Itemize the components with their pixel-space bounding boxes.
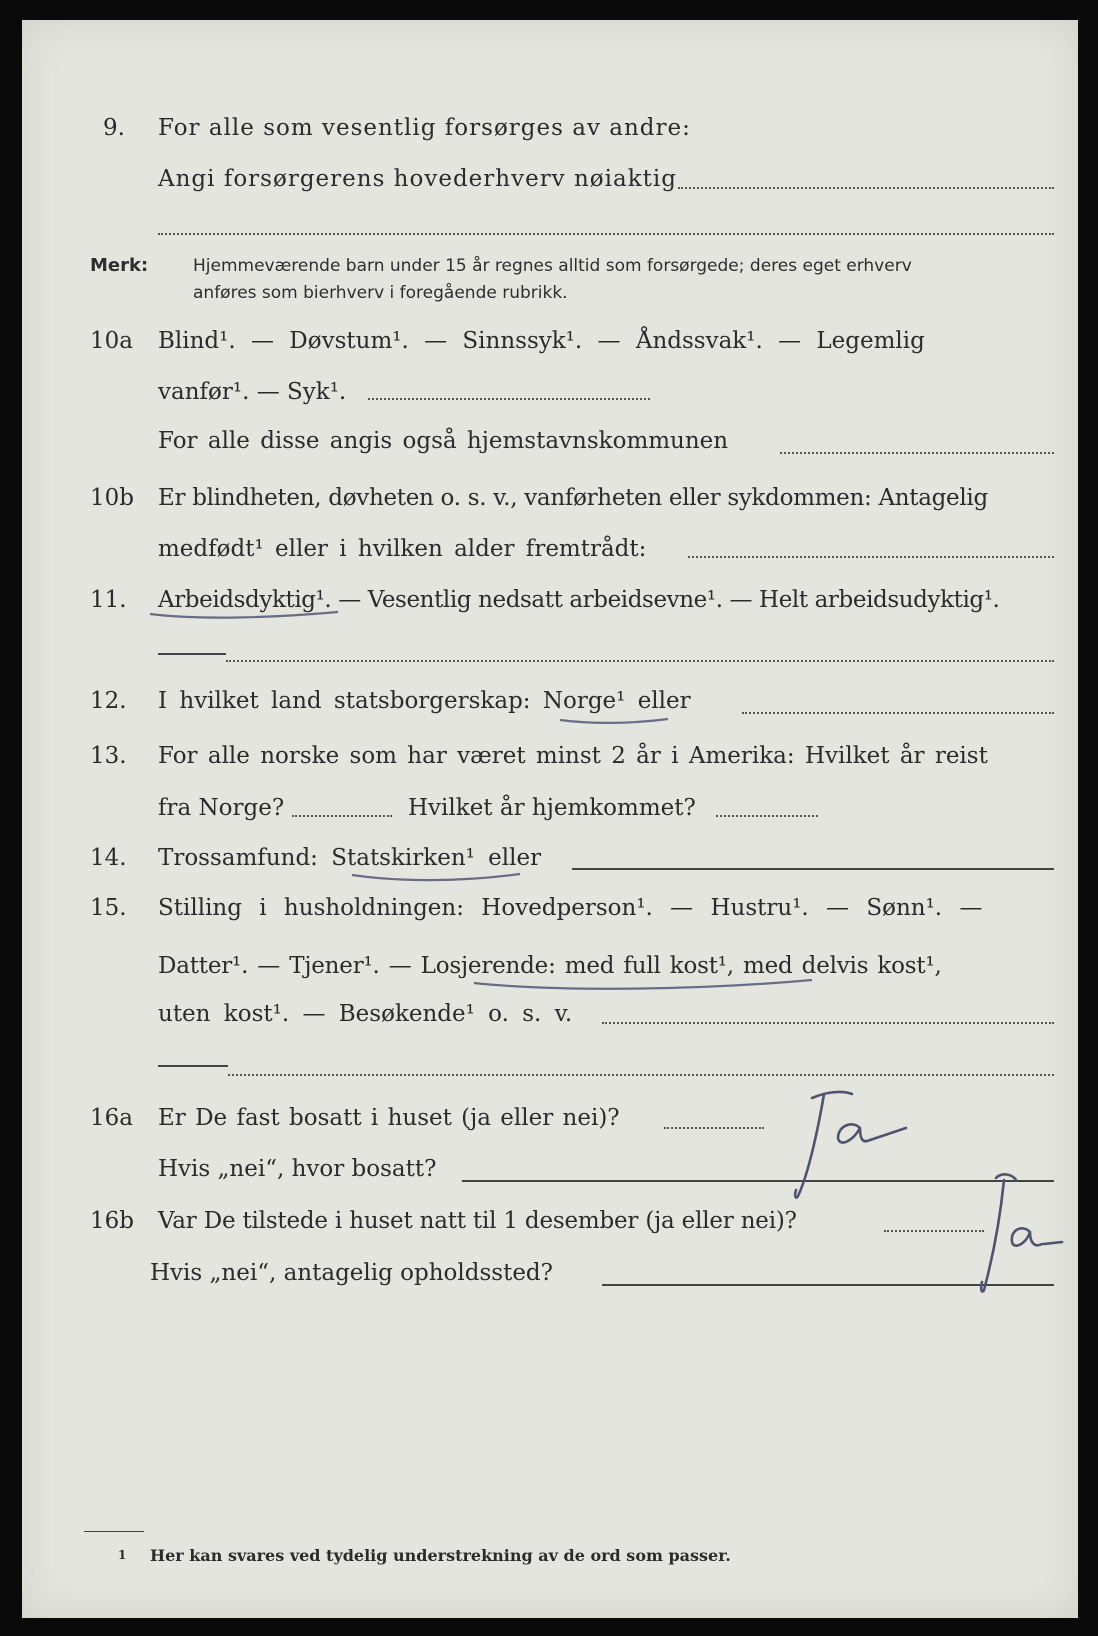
q10a-line2: vanfør¹. — Syk¹.	[158, 379, 347, 405]
footnote-rule	[84, 1531, 144, 1532]
q13-reist-line[interactable]	[292, 815, 392, 817]
q15-answer-line-2[interactable]	[228, 1074, 1054, 1076]
q16a-number: 16a	[90, 1105, 133, 1131]
q10a-hjemstavn-line[interactable]	[780, 452, 1054, 454]
q13-hjemkommet-line[interactable]	[716, 815, 818, 817]
q13-line2b: Hvilket år hjemkommet?	[408, 795, 696, 821]
q15-line2: Datter¹. — Tjener¹. — Losjerende: med full kost¹, med delvis kost¹,	[158, 953, 942, 979]
q10b-line2: medfødt¹ eller i hvilken alder fremtrådt:	[158, 536, 647, 562]
q16b-opholdssted-line[interactable]	[602, 1284, 1054, 1286]
q12-number: 12.	[90, 688, 127, 714]
q9-number: 9.	[103, 115, 125, 141]
q9-line1: For alle som vesentlig forsørges av andre:	[158, 115, 691, 141]
q10b-number: 10b	[90, 485, 134, 511]
q13-line1: For alle norske som har været minst 2 år i Amerika: Hvilket år reist	[158, 743, 988, 769]
q10a-answer-line[interactable]	[368, 398, 650, 400]
q16b-line1: Var De tilstede i huset natt til 1 desember (ja eller nei)?	[158, 1208, 797, 1234]
q13-line2a: fra Norge?	[158, 795, 285, 821]
q15-line3: uten kost¹. — Besøkende¹ o. s. v.	[158, 1001, 573, 1027]
q16a-line1: Er De fast bosatt i huset (ja eller nei)?	[158, 1105, 620, 1131]
q10a-number: 10a	[90, 328, 133, 354]
q16a-line2: Hvis „nei“, hvor bosatt?	[158, 1156, 437, 1182]
q16b-answer-line[interactable]	[884, 1230, 984, 1232]
q9-answer-line-2[interactable]	[158, 233, 1054, 235]
merk-label: Merk:	[90, 255, 149, 276]
q11-number: 11.	[90, 587, 127, 613]
q10b-line1: Er blindheten, døvheten o. s. v., vanførheten eller sykdommen: Antagelig	[158, 485, 988, 511]
q16b-line2: Hvis „nei“, antagelig opholdssted?	[150, 1260, 553, 1286]
footnote-mark: 1	[118, 1548, 127, 1562]
q14-answer-line[interactable]	[572, 868, 1054, 870]
q12-text: I hvilket land statsborgerskap: Norge¹ eller	[158, 688, 691, 714]
q15-answer-line[interactable]	[602, 1022, 1054, 1024]
q12-answer-line[interactable]	[742, 712, 1054, 714]
q10a-line1: Blind¹. — Døvstum¹. — Sinnssyk¹. — Åndssvak¹. — Legemlig	[158, 328, 925, 354]
q16b-number: 16b	[90, 1208, 134, 1234]
q15-line1: Stilling i husholdningen: Hovedperson¹. — Hustru¹. — Sønn¹. —	[158, 895, 983, 921]
q14-text: Trossamfund: Statskirken¹ eller	[158, 845, 542, 871]
merk-line2: anføres som bierhverv i foregående rubrikk.	[193, 283, 568, 303]
q16a-bosatt-line[interactable]	[462, 1180, 1054, 1182]
q13-number: 13.	[90, 743, 127, 769]
q11-rule	[158, 653, 226, 655]
q10a-line3: For alle disse angis også hjemstavnskommunen	[158, 428, 729, 454]
q9-answer-line[interactable]	[678, 187, 1054, 189]
merk-line1: Hjemmeværende barn under 15 år regnes alltid som forsørgede; deres eget erhverv	[193, 256, 912, 276]
q15-rule	[158, 1065, 228, 1067]
footnote-text: Her kan svares ved tydelig understrekning av de ord som passer.	[150, 1546, 731, 1565]
q11-answer-line[interactable]	[226, 660, 1054, 662]
q11-text: Arbeidsdyktig¹. — Vesentlig nedsatt arbeidsevne¹. — Helt arbeidsudyktig¹.	[158, 587, 1000, 613]
q15-number: 15.	[90, 895, 127, 921]
q16a-answer-line[interactable]	[664, 1127, 764, 1129]
q9-line2: Angi forsørgerens hovederhverv nøiaktig	[158, 166, 677, 192]
q14-number: 14.	[90, 845, 127, 871]
q10b-answer-line[interactable]	[688, 556, 1054, 558]
